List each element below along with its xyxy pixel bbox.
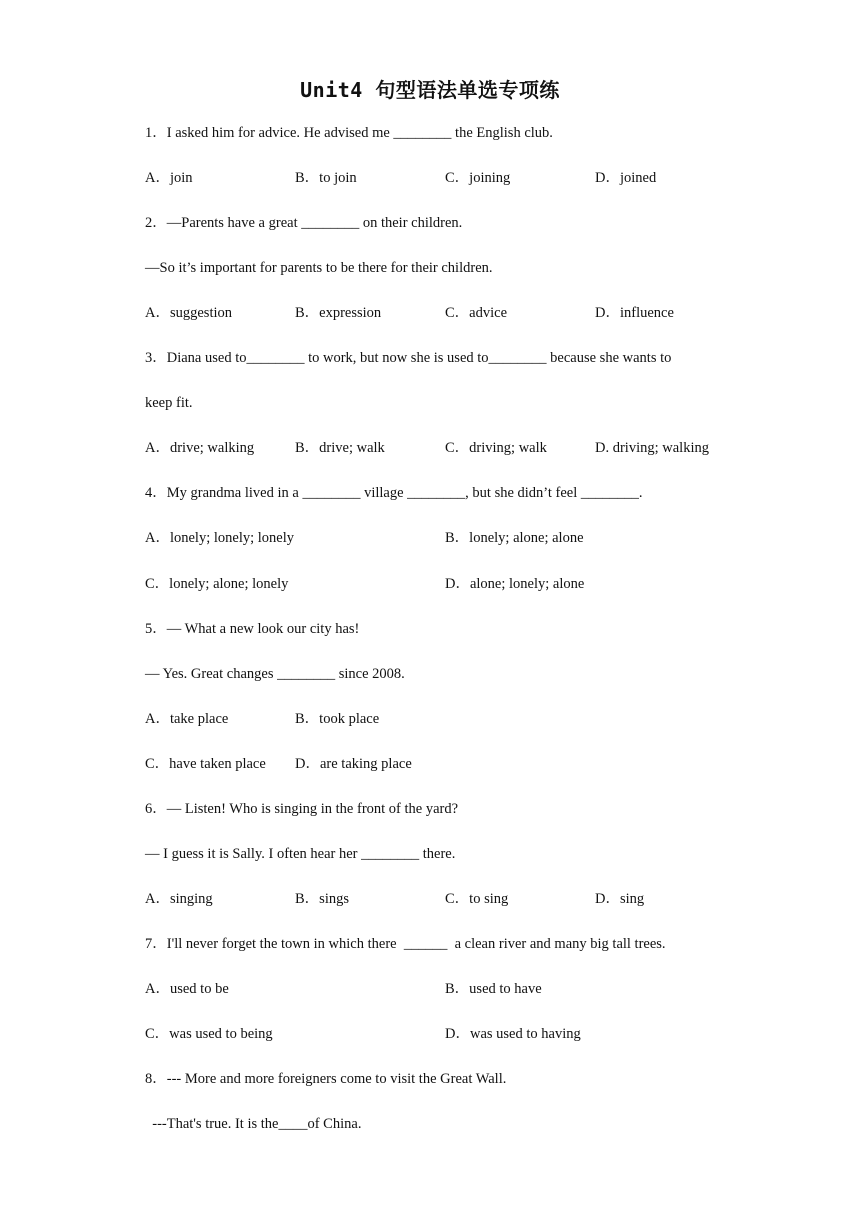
question-7-stem: 7．I'll never forget the town in which there ______ a clean river and many big tall trees. bbox=[145, 936, 666, 952]
question-2-reply: —So it’s important for parents to be there for their children. bbox=[145, 260, 493, 276]
question-8-stem: 8．--- More and more foreigners come to visit the Great Wall. bbox=[145, 1071, 507, 1087]
question-7-option-a: A．used to be bbox=[145, 981, 229, 997]
question-3-stem: 3．Diana used to________ to work, but now she is used to________ because she wants to bbox=[145, 350, 672, 366]
question-3-option-a: A．drive; walking bbox=[145, 440, 255, 456]
question-3-option-c: C．driving; walk bbox=[445, 440, 547, 456]
question-5-option-a: A．take place bbox=[145, 711, 229, 727]
question-6-option-a: A．singing bbox=[145, 891, 213, 907]
question-4-option-d: D．alone; lonely; alone bbox=[445, 576, 585, 592]
question-1-option-b: B．to join bbox=[295, 170, 357, 186]
question-2-option-c: C．advice bbox=[445, 305, 508, 321]
question-7-option-d: D．was used to having bbox=[445, 1026, 581, 1042]
question-5-reply: — Yes. Great changes ________ since 2008. bbox=[145, 666, 405, 682]
question-5-option-d: D．are taking place bbox=[295, 756, 412, 772]
question-4-option-b: B．lonely; alone; alone bbox=[445, 530, 584, 546]
question-8-reply: ---That's true. It is the____of China. bbox=[145, 1116, 362, 1132]
question-2-stem: 2．—Parents have a great ________ on their children. bbox=[145, 215, 463, 231]
question-6-option-c: C．to sing bbox=[445, 891, 509, 907]
question-2-option-d: D．influence bbox=[595, 305, 674, 321]
page-title: Unit4 句型语法单选专项练 bbox=[300, 78, 560, 102]
question-1-option-d: D．joined bbox=[595, 170, 657, 186]
question-6-option-b: B．sings bbox=[295, 891, 349, 907]
question-1-option-a: A．join bbox=[145, 170, 193, 186]
question-1-option-c: C．joining bbox=[445, 170, 511, 186]
question-4-stem: 4．My grandma lived in a ________ village ________, but she didn’t feel ________. bbox=[145, 485, 643, 501]
question-3-option-b: B．drive; walk bbox=[295, 440, 385, 456]
question-7-option-c: C．was used to being bbox=[145, 1026, 273, 1042]
question-5-option-c: C．have taken place bbox=[145, 756, 266, 772]
question-3-option-d: D. driving; walking bbox=[595, 440, 709, 456]
question-6-option-d: D．sing bbox=[595, 891, 645, 907]
question-4-option-c: C．lonely; alone; lonely bbox=[145, 576, 289, 592]
question-5-option-b: B．took place bbox=[295, 711, 380, 727]
question-7-option-b: B．used to have bbox=[445, 981, 542, 997]
question-6-stem: 6．— Listen! Who is singing in the front of the yard? bbox=[145, 801, 459, 817]
question-5-stem: 5．— What a new look our city has! bbox=[145, 621, 360, 637]
question-6-reply: — I guess it is Sally. I often hear her ________ there. bbox=[145, 846, 456, 862]
question-2-option-b: B．expression bbox=[295, 305, 382, 321]
question-3-stem-continued: keep fit. bbox=[145, 395, 193, 411]
question-4-option-a: A．lonely; lonely; lonely bbox=[145, 530, 295, 546]
question-1-stem: 1．I asked him for advice. He advised me ________ the English club. bbox=[145, 125, 553, 141]
question-2-option-a: A．suggestion bbox=[145, 305, 232, 321]
